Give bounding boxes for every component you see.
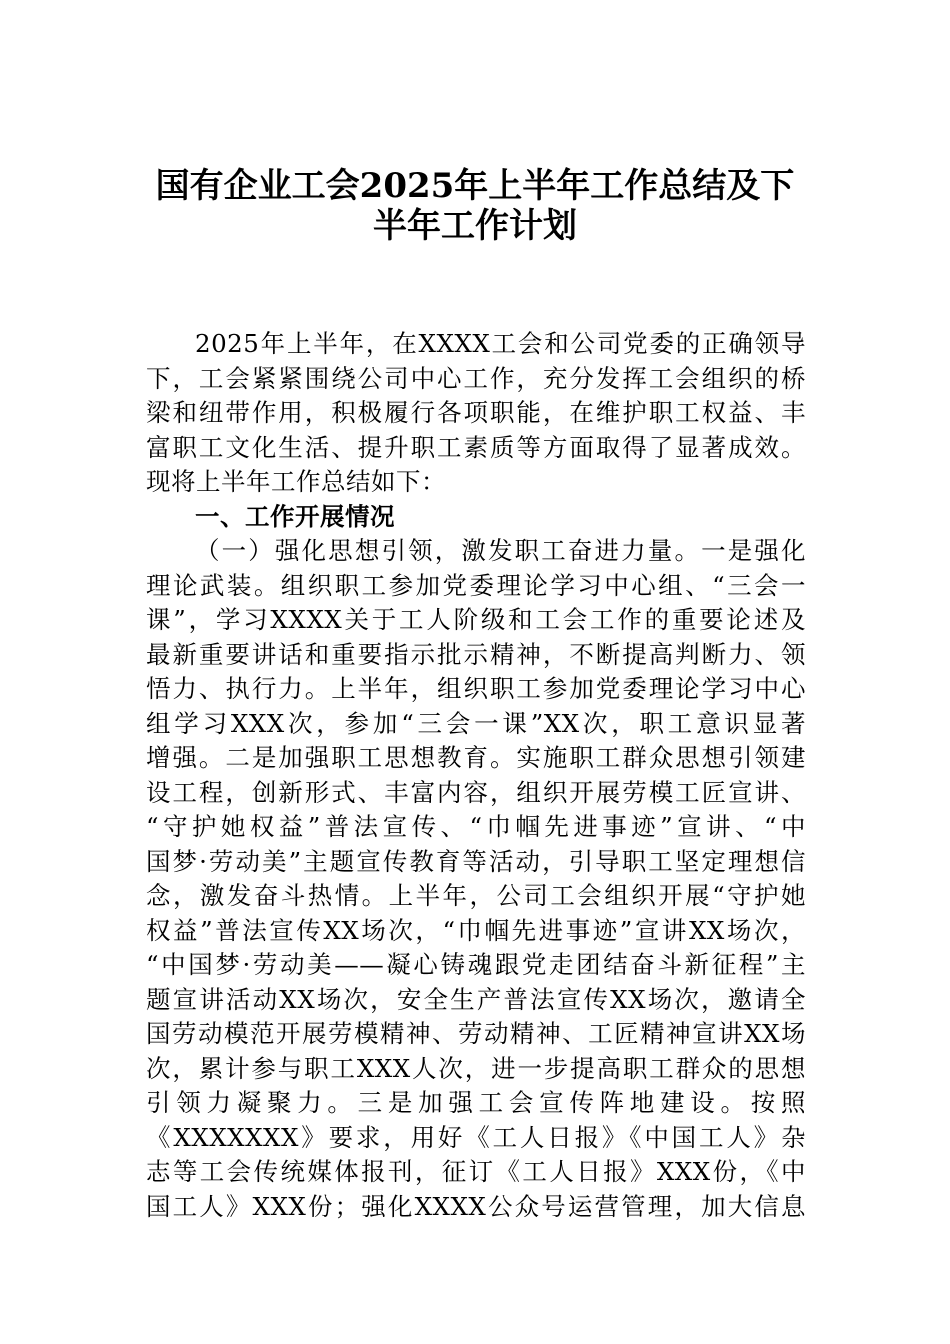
subsection-line: （一）强化思想引领，激发职工奋进力量。一是强化: [195, 536, 806, 565]
body-line: 理论武装。组织职工参加党委理论学习中心组、“三会一: [146, 570, 806, 600]
body-line: “中国梦·劳动美——凝心铸魂跟党走团结奋斗新征程”主: [146, 950, 806, 979]
body-line: 增强。二是加强职工思想教育。实施职工群众思想引领建: [146, 743, 806, 772]
document-title-line-2: 半年工作计划: [373, 206, 577, 246]
body-line: 国梦·劳动美”主题宣传教育等活动，引导职工坚定理想信: [146, 846, 806, 876]
body-line: 权益”普法宣传XX场次，“巾帼先进事迹”宣讲XX场次，: [146, 915, 806, 945]
body-line: “守护她权益”普法宣传、“巾帼先进事迹”宣讲、“中: [146, 812, 806, 841]
document-body: [146, 327, 806, 1224]
body-line: 富职工文化生活、提升职工素质等方面取得了显著成效。: [146, 432, 806, 462]
body-line: 题宣讲活动XX场次，安全生产普法宣传XX场次，邀请全: [146, 984, 806, 1014]
body-line: 梁和纽带作用，积极履行各项职能，在维护职工权益、丰: [146, 398, 806, 427]
body-line: 下，工会紧紧围绕公司中心工作，充分发挥工会组织的桥: [146, 363, 806, 393]
body-line: 悟力、执行力。上半年，组织职工参加党委理论学习中心: [146, 674, 806, 703]
body-line: 课”，学习XXXX关于工人阶级和工会工作的重要论述及: [146, 605, 806, 634]
body-line: 2025年上半年，在XXXX工会和公司党委的正确领导: [195, 329, 806, 358]
body-line: 设工程，创新形式、丰富内容，组织开展劳模工匠宣讲、: [146, 777, 806, 807]
body-line: 国工人》XXX份；强化XXXX公众号运营管理，加大信息: [146, 1191, 806, 1221]
body-line: 念，激发奋斗热情。上半年，公司工会组织开展“守护她: [146, 881, 806, 910]
body-line: 次，累计参与职工XXX人次，进一步提高职工群众的思想: [146, 1053, 806, 1083]
body-line: 组学习XXX次，参加“三会一课”XX次，职工意识显著: [146, 708, 806, 738]
body-line: 最新重要讲话和重要指示批示精神，不断提高判断力、领: [146, 639, 806, 669]
body-line: 现将上半年工作总结如下：: [146, 467, 446, 496]
section-heading: 一、工作开展情况: [195, 501, 395, 531]
body-line: 引领力凝聚力。三是加强工会宣传阵地建设。按照: [146, 1088, 806, 1117]
document-title-line-1: 国有企业工会2025年上半年工作总结及下: [155, 166, 795, 206]
body-line: 志等工会传统媒体报刊，征订《工人日报》XXX份，《中: [146, 1157, 806, 1186]
body-line: 国劳动模范开展劳模精神、劳动精神、工匠精神宣讲XX场: [146, 1019, 806, 1048]
body-line: 《XXXXXXX》要求，用好《工人日报》《中国工人》杂: [146, 1122, 806, 1152]
